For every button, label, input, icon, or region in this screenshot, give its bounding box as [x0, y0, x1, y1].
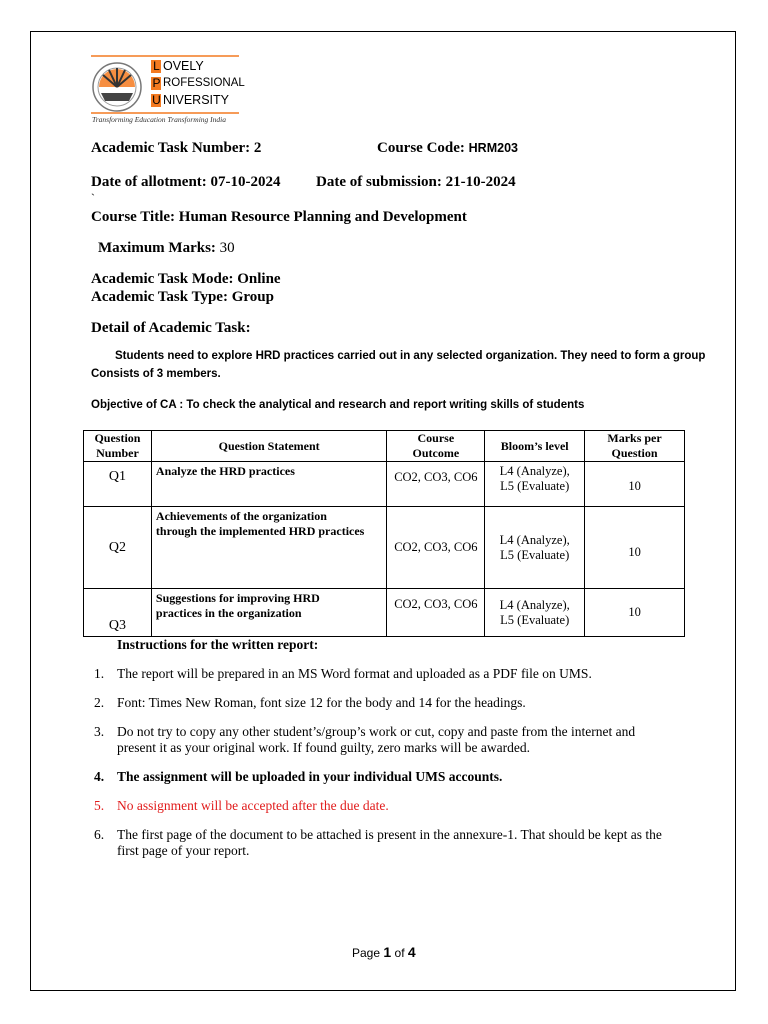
cell-question-number: Q2 [84, 507, 152, 589]
header-marks-per-question: Marks per Question [585, 431, 685, 462]
cell-course-outcome: CO2, CO3, CO6 [387, 462, 485, 507]
cell-question-statement: Achievements of the organization through the implemented HRD practices [151, 507, 387, 589]
instruction-text: Do not try to copy any other student’s/group’s work or cut, copy and paste from the internet and [117, 724, 636, 739]
task-type-label: Academic Task Type: [91, 289, 228, 305]
task-mode-line [91, 271, 281, 288]
cell-blooms-level: L4 (Analyze), L5 (Evaluate) [485, 589, 585, 637]
task-number-value: 2 [253, 140, 262, 156]
header-course-outcome: Course Outcome [387, 431, 485, 462]
list-item: 6. The first page of the document to be attached is present in the annexure-1. That should be kept as the first page of your report. [94, 827, 662, 858]
university-logo [91, 55, 245, 127]
cell-marks: 10 [585, 462, 685, 507]
logo-letter-l: L [153, 59, 160, 73]
instruction-text-cont: first page of your report. [117, 843, 250, 858]
instruction-text: The first page of the document to be attached is present in the annexure-1. That should be kept as the [117, 827, 662, 842]
course-code-label: Course Code: [377, 140, 465, 156]
instruction-text: No assignment will be accepted after the due date. [117, 798, 389, 813]
logo-word-ovely: OVELY [163, 59, 204, 73]
max-marks-line [98, 240, 235, 257]
submission-line [316, 174, 516, 191]
submission-label: Date of submission: [316, 174, 442, 190]
instruction-text: Font: Times New Roman, font size 12 for the body and 14 for the headings. [117, 695, 526, 710]
header-blooms-level: Bloom’s level [485, 431, 585, 462]
stray-mark: ` [91, 191, 95, 205]
instructions-list [90, 666, 690, 872]
table-header-row [84, 431, 685, 462]
instruction-text: The report will be prepared in an MS Word format and uploaded as a PDF file on UMS. [117, 666, 592, 681]
page-total: 4 [407, 944, 416, 960]
task-type-value: Group [231, 289, 274, 305]
cell-course-outcome: CO2, CO3, CO6 [387, 507, 485, 589]
task-number-line [91, 140, 261, 157]
question-table [83, 430, 685, 637]
table-row [84, 507, 685, 589]
instruction-text-cont: present it as your original work. If found guilty, zero marks will be awarded. [117, 740, 531, 755]
table-row [84, 589, 685, 637]
max-marks-value: 30 [219, 240, 235, 256]
course-title-line [91, 209, 467, 226]
instructions-heading: Instructions for the written report: [117, 637, 319, 652]
max-marks-label: Maximum Marks: [98, 240, 216, 256]
page-of-word: of [394, 946, 405, 960]
task-mode-value: Online [237, 271, 281, 287]
cell-question-statement: Suggestions for improving HRD practices in the organization [151, 589, 387, 637]
allotment-line [91, 174, 281, 191]
task-number-label: Academic Task Number: [91, 140, 251, 156]
allotment-label: Date of allotment: [91, 174, 207, 190]
page-footer [352, 944, 416, 960]
cell-marks: 10 [585, 507, 685, 589]
cell-question-statement: Analyze the HRD practices [151, 462, 387, 507]
logo-word-niversity: NIVERSITY [163, 93, 229, 107]
task-mode-label: Academic Task Mode: [91, 271, 234, 287]
detail-line-1: Students need to explore HRD practices carried out in any selected organization. They need to form a group [115, 350, 706, 362]
instruction-text: The assignment will be uploaded in your individual UMS accounts. [117, 769, 503, 784]
cell-course-outcome: CO2, CO3, CO6 [387, 589, 485, 637]
logo-word-rofessional: ROFESSIONAL [163, 77, 245, 89]
objective-line: Objective of CA : To check the analytical and research and report writing skills of students [91, 399, 585, 411]
logo-letter-u: U [152, 93, 161, 107]
cell-question-number: Q3 [84, 589, 152, 637]
list-item: 4. The assignment will be uploaded in your individual UMS accounts. [94, 769, 503, 784]
submission-value: 21-10-2024 [445, 174, 516, 190]
course-title-label: Course Title: [91, 209, 176, 225]
course-title-value: Human Resource Planning and Development [178, 209, 467, 225]
allotment-value: 07-10-2024 [210, 174, 281, 190]
cell-marks: 10 [585, 589, 685, 637]
detail-line-2: Consists of 3 members. [91, 368, 221, 380]
page-word: Page [352, 946, 381, 960]
task-type-line [91, 289, 274, 306]
course-code-line [377, 140, 518, 157]
logo-letter-p: P [152, 76, 161, 90]
course-code-value: HRM203 [468, 141, 518, 155]
cell-blooms-level: L4 (Analyze), L5 (Evaluate) [485, 462, 585, 507]
table-row [84, 462, 685, 507]
list-item: 1. The report will be prepared in an MS Word format and uploaded as a PDF file on UMS. [94, 666, 592, 681]
header-question-number: Question Number [84, 431, 152, 462]
list-item: 2. Font: Times New Roman, font size 12 for the body and 14 for the headings. [94, 695, 526, 710]
list-item: 3. Do not try to copy any other student’s/group’s work or cut, copy and paste from the internet and present it as your original work. If found guilty, zero marks will be awarded. [94, 724, 636, 755]
detail-heading: Detail of Academic Task: [91, 320, 251, 336]
list-item: 5. No assignment will be accepted after the due date. [94, 798, 389, 813]
page-current: 1 [383, 944, 392, 960]
header-question-statement: Question Statement [151, 431, 387, 462]
cell-blooms-level: L4 (Analyze), L5 (Evaluate) [485, 507, 585, 589]
logo-tagline: Transforming Education Transforming India [92, 115, 226, 124]
cell-question-number: Q1 [84, 462, 152, 507]
